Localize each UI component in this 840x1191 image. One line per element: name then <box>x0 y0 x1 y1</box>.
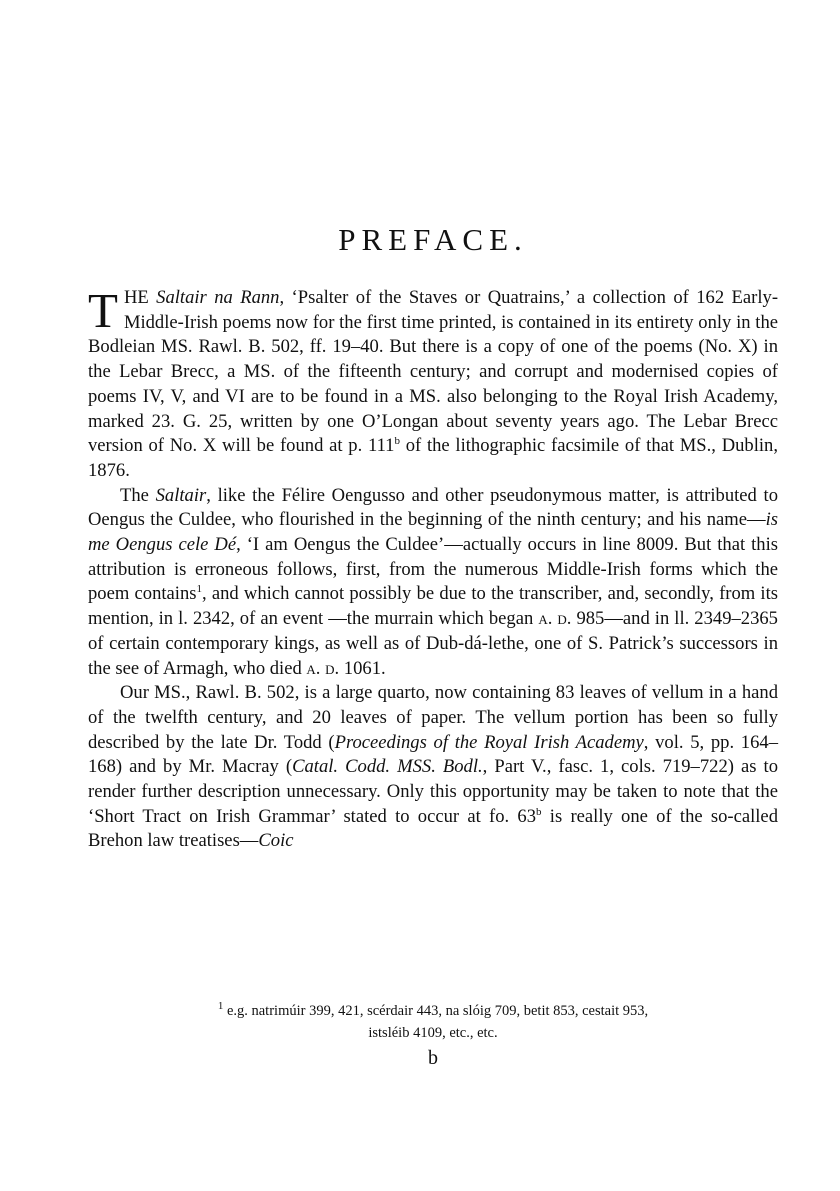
italic-title: Saltair <box>155 484 207 506</box>
body-text <box>88 283 779 854</box>
italic-title: Saltair na Rann <box>156 287 280 308</box>
footnote-line-1 <box>88 1000 778 1022</box>
text-span: The <box>120 484 156 506</box>
page-title: PREFACE. <box>338 222 528 257</box>
footnote-text: e.g. natrimúir 399, 421, scérdair 443, na slóig 709, betit 853, cestait 953, <box>223 1003 649 1019</box>
paragraph-2 <box>88 484 778 682</box>
footnote-line-2: istsléib 4109, etc., etc. <box>368 1025 498 1041</box>
text-span: HE <box>123 287 157 308</box>
italic-title: Catal. Codd. MSS. Bodl. <box>292 756 483 778</box>
footnote <box>88 1000 778 1044</box>
footnote-marker: 1 <box>217 1000 224 1013</box>
text-span: 985—and in ll. 2349–2365 of certain contemporary kings, as well as of Dub-dá-lethe, one of S. Patrick’s successors in the see of Armagh, who died <box>88 608 778 679</box>
text-span: , vol. 5, pp. 164–168) and by Mr. Macray ( <box>88 731 778 778</box>
text-span: is really one of the so-called Brehon law treatises— <box>88 805 778 852</box>
small-caps-date: a. d. <box>306 657 340 679</box>
footnote-ref: 1 <box>196 583 202 596</box>
text-span: of the lithographic facsimile of that MS., Dublin, 1876. <box>88 435 778 481</box>
paragraph-1 <box>88 283 779 484</box>
signature-mark: b <box>428 1047 438 1069</box>
text-span: , ‘I am Oengus the Culdee’—actually occurs in line 8009. But that this attribution is erroneous follows, first, from the numerous Middle-Irish forms which the poem contains <box>88 534 778 605</box>
text-span: 1061. <box>339 657 386 679</box>
text-span: , and which cannot possibly be due to the transcriber, and, secondly, from its mention, in l. 2342, of an event —the murrain which began <box>88 583 779 630</box>
superscript: b <box>394 435 400 448</box>
text-span: Our MS., Rawl. B. 502, is a large quarto, now containing 83 leaves of vellum in a hand of the twelfth century, and 20 leaves of paper. The vellum portion has been so fully described by the late Dr. Todd ( <box>88 682 778 753</box>
small-caps-date: a. d. <box>538 608 572 630</box>
superscript: b <box>536 805 542 818</box>
text-span: , like the Félire Oengusso and other pseudonymous matter, is attributed to Oengus the Culdee, who flourished in the beginning of the ninth century; and his name— <box>88 484 778 531</box>
italic-quote: is me Oengus cele Dé <box>88 509 778 556</box>
text-span: , Part V., fasc. 1, cols. 719–722) as to render further description unnecessary. Only this opportunity may be taken to note that the ‘Short Tract on Irish Grammar’ stated to occur at fo. 63 <box>88 756 778 827</box>
paragraph-3 <box>88 681 778 854</box>
italic-title: Proceedings of the Royal Irish Academy <box>334 731 644 753</box>
italic-word: Coic <box>258 830 294 852</box>
drop-cap: T <box>88 283 118 338</box>
text-span: , ‘Psalter of the Staves or Quatrains,’ a collection of 162 Early-Middle-Irish poems now for the first time printed, is contained in its entirety only in the Bodleian MS. Rawl. B. 502, ff. 19–40. But there is a copy of one of the poems (No. X) in the Lebar Brecc, a MS. of the fifteenth century; and corrupt and modernised copies of poems IV, V, and VI are to be found in a MS. also belonging to the Royal Irish Academy, marked 23. G. 25, written by one O’Longan about seventy years ago. The Lebar Brecc version of No. X will be found at p. 111 <box>88 287 779 457</box>
